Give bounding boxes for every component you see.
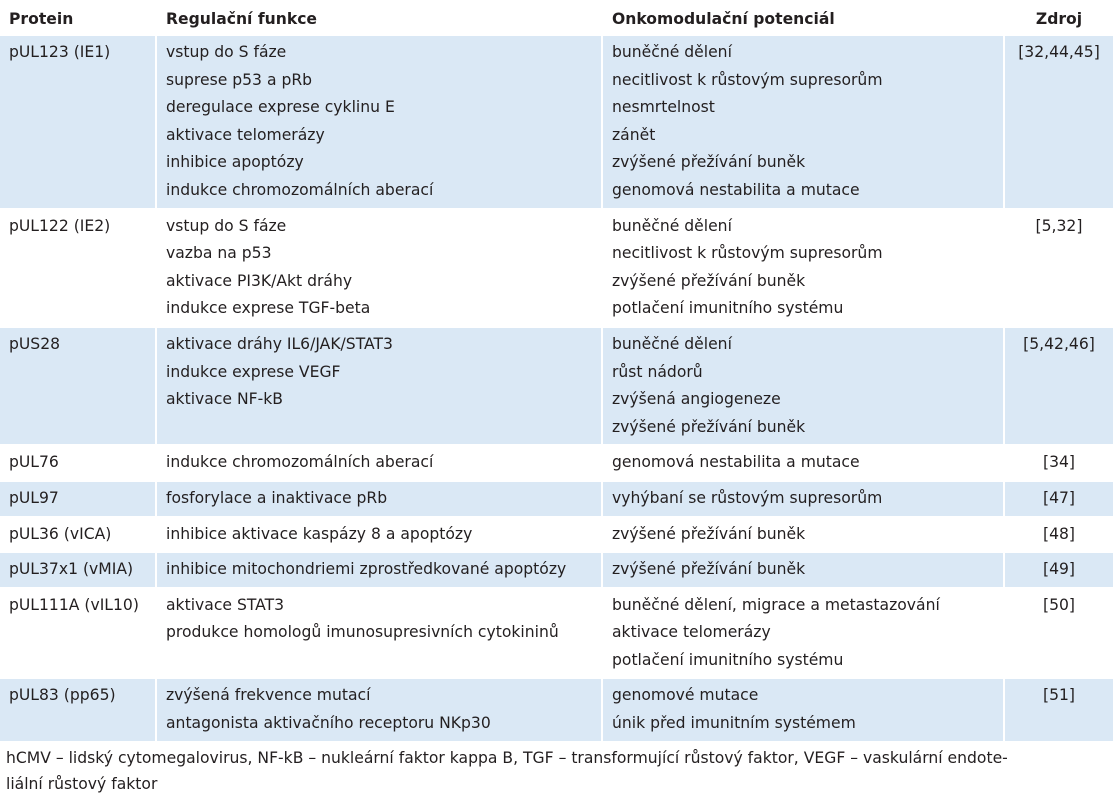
cell-protein: pUL37x1 (vMIA)	[0, 553, 157, 589]
function-line: inhibice apoptózy	[166, 153, 304, 172]
cell-function	[157, 210, 603, 328]
function-line: aktivace PI3K/Akt dráhy	[166, 271, 353, 290]
function-line: indukce exprese TGF-beta	[166, 299, 371, 318]
table-row	[0, 589, 1113, 680]
function-line: antagonista aktivačního receptoru NKp30	[166, 714, 491, 733]
oncomodulation-line: zvýšené přežívání buněk	[612, 524, 806, 543]
cell-protein: pUL123 (IE1)	[0, 36, 157, 210]
cell-protein: pUL36 (vICA)	[0, 518, 157, 554]
oncomodulation-line: genomová nestabilita a mutace	[612, 180, 860, 199]
cell-protein: pUL111A (vIL10)	[0, 589, 157, 680]
oncomodulation-line: zvýšená angiogeneze	[612, 390, 781, 409]
oncomodulation-line: buněčné dělení	[612, 334, 732, 353]
cell-source: [5,32]	[1005, 210, 1113, 328]
function-line: indukce exprese VEGF	[166, 362, 341, 381]
function-line: vstup do S fáze	[166, 43, 287, 61]
cell-source: [34]	[1005, 446, 1113, 482]
table-row	[0, 482, 1113, 518]
cell-function	[157, 36, 603, 210]
table-row	[0, 36, 1113, 210]
cell-oncomodulation	[603, 589, 1005, 680]
table-row	[0, 328, 1113, 446]
oncomodulation-line: zvýšené přežívání buněk	[612, 271, 806, 290]
function-line: suprese p53 a pRb	[166, 70, 313, 89]
oncomodulation-line: buněčné dělení, migrace a metastazování	[612, 595, 940, 614]
function-line: inhibice mitochondriemi zprostředkované apoptózy	[166, 560, 567, 579]
cell-oncomodulation	[603, 553, 1005, 589]
cell-protein: pUL97	[0, 482, 157, 518]
cell-function	[157, 679, 603, 742]
oncomodulation-line: genomové mutace	[612, 686, 759, 705]
cell-function	[157, 446, 603, 482]
oncomodulation-line: aktivace telomerázy	[612, 623, 771, 642]
table-row	[0, 210, 1113, 328]
oncomodulation-line: buněčné dělení	[612, 43, 732, 61]
cell-oncomodulation	[603, 210, 1005, 328]
cell-source: [50]	[1005, 589, 1113, 680]
cell-protein: pUS28	[0, 328, 157, 446]
cell-oncomodulation	[603, 679, 1005, 742]
cell-protein: pUL122 (IE2)	[0, 210, 157, 328]
oncomodulation-line: zvýšené přežívání buněk	[612, 153, 806, 172]
oncomodulation-line: růst nádorů	[612, 362, 703, 381]
table-row	[0, 518, 1113, 554]
cell-oncomodulation	[603, 518, 1005, 554]
cell-oncomodulation	[603, 446, 1005, 482]
table-footnote	[6, 745, 1106, 797]
function-line: indukce chromozomálních aberací	[166, 180, 434, 199]
oncomodulation-line: zvýšené přežívání buněk	[612, 417, 806, 436]
header-oncomodulation: Onkomodulační potenciál	[612, 10, 835, 28]
oncomodulation-line: zvýšené přežívání buněk	[612, 560, 806, 579]
oncomodulation-line: necitlivost k růstovým supresorům	[612, 244, 883, 263]
header-function: Regulační funkce	[166, 10, 318, 28]
oncomodulation-line: genomová nestabilita a mutace	[612, 453, 860, 472]
protein-table	[0, 6, 1113, 743]
footnote-line: hCMV – lidský cytomegalovirus, NF-kB – nukleární faktor kappa B, TGF – transformující růstový faktor, VEGF – vaskulární endote-	[6, 749, 1008, 767]
function-line: aktivace NF-kB	[166, 390, 283, 409]
oncomodulation-line: buněčné dělení	[612, 216, 732, 235]
cell-source: [47]	[1005, 482, 1113, 518]
table-row	[0, 679, 1113, 742]
cell-function	[157, 518, 603, 554]
cell-function	[157, 553, 603, 589]
header-protein: Protein	[9, 10, 74, 28]
cell-source: [5,42,46]	[1005, 328, 1113, 446]
oncomodulation-line: nesmrtelnost	[612, 98, 715, 117]
cell-function	[157, 328, 603, 446]
oncomodulation-line: necitlivost k růstovým supresorům	[612, 70, 883, 89]
oncomodulation-line: vyhýbaní se růstovým supresorům	[612, 488, 883, 507]
cell-oncomodulation	[603, 482, 1005, 518]
oncomodulation-line: zánět	[612, 125, 656, 144]
function-line: aktivace dráhy IL6/JAK/STAT3	[166, 334, 393, 353]
cell-source: [32,44,45]	[1005, 36, 1113, 210]
table-body	[0, 36, 1113, 743]
function-line: fosforylace a inaktivace pRb	[166, 488, 388, 507]
table-header-row	[0, 6, 1113, 36]
function-line: zvýšená frekvence mutací	[166, 686, 371, 705]
cell-protein: pUL76	[0, 446, 157, 482]
cell-source: [49]	[1005, 553, 1113, 589]
table-row	[0, 446, 1113, 482]
cell-oncomodulation	[603, 328, 1005, 446]
function-line: produkce homologů imunosupresivních cytokininů	[166, 623, 559, 642]
cell-source: [51]	[1005, 679, 1113, 742]
oncomodulation-line: potlačení imunitního systému	[612, 299, 844, 318]
footnote-line: liální růstový faktor	[6, 775, 158, 793]
oncomodulation-line: únik před imunitním systémem	[612, 714, 856, 733]
function-line: aktivace STAT3	[166, 595, 285, 614]
header-source: Zdroj	[1035, 10, 1083, 28]
function-line: deregulace exprese cyklinu E	[166, 98, 395, 117]
function-line: vstup do S fáze	[166, 216, 287, 235]
function-line: inhibice aktivace kaspázy 8 a apoptózy	[166, 524, 473, 543]
cell-function	[157, 482, 603, 518]
function-line: aktivace telomerázy	[166, 125, 325, 144]
cell-source: [48]	[1005, 518, 1113, 554]
cell-oncomodulation	[603, 36, 1005, 210]
function-line: indukce chromozomálních aberací	[166, 453, 434, 472]
table-row	[0, 553, 1113, 589]
oncomodulation-line: potlačení imunitního systému	[612, 650, 844, 669]
cell-function	[157, 589, 603, 680]
cell-protein: pUL83 (pp65)	[0, 679, 157, 742]
function-line: vazba na p53	[166, 244, 272, 263]
